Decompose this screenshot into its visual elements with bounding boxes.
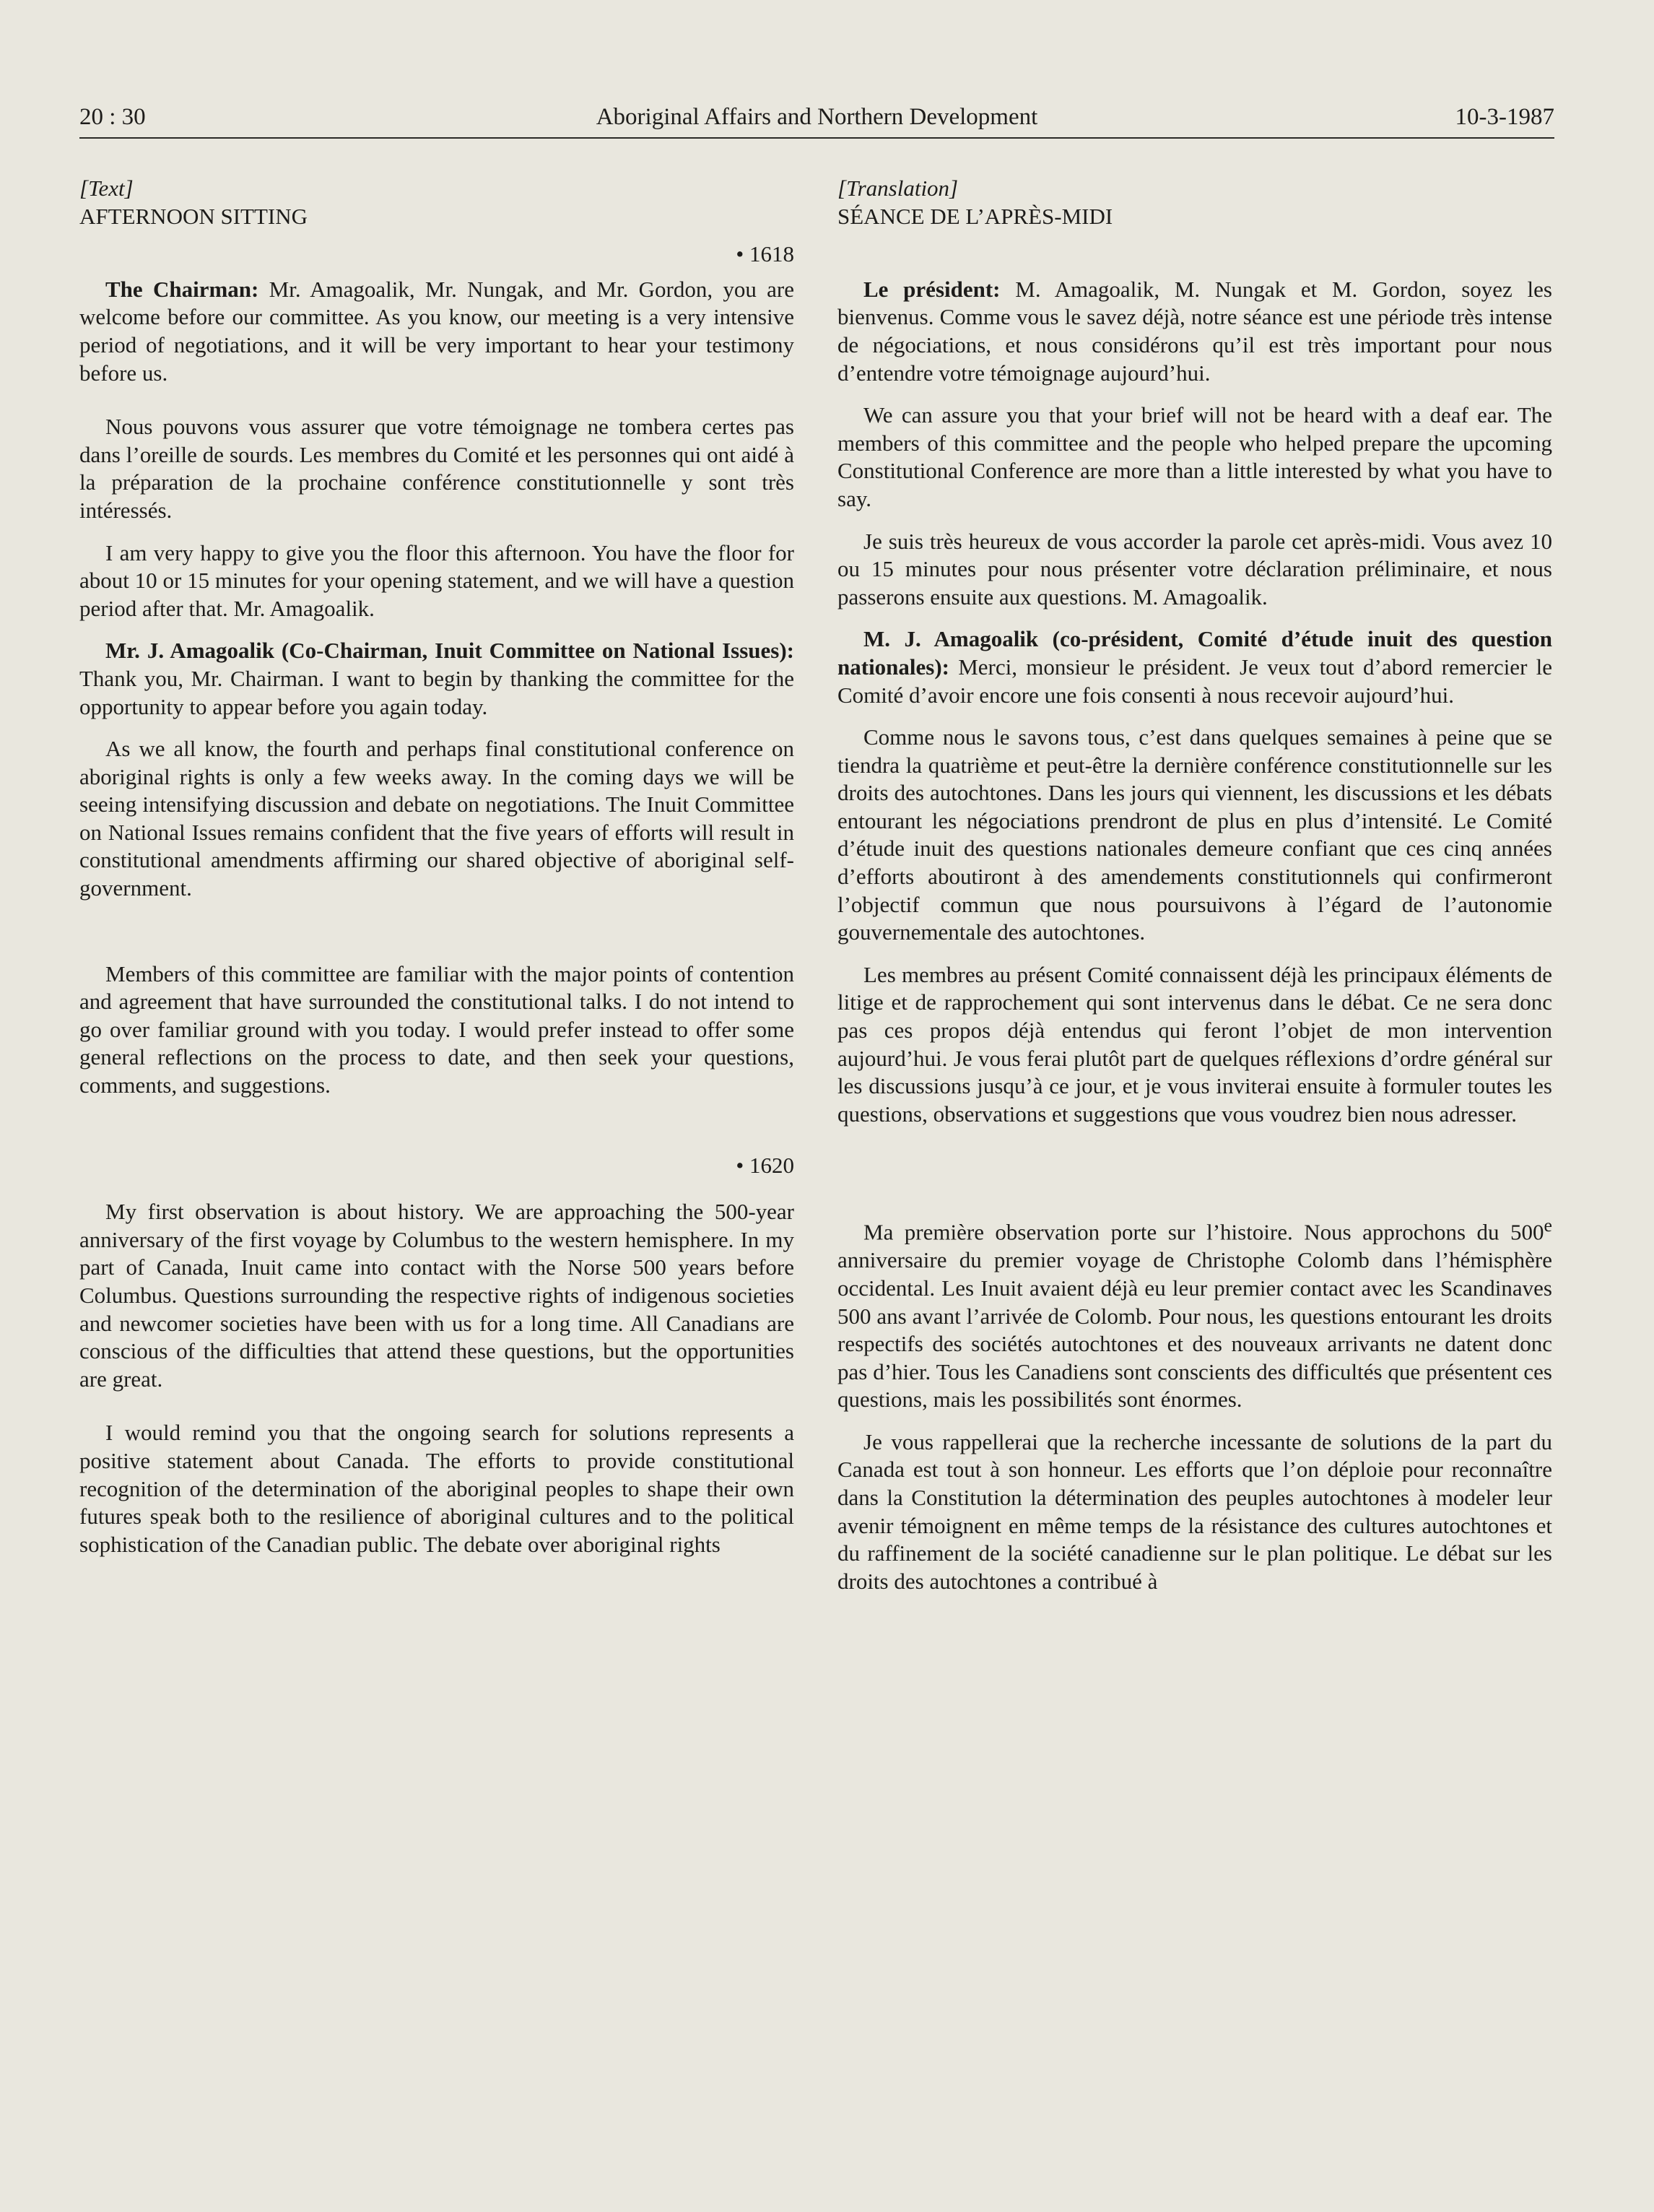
paragraph: Les membres au présent Comité connaissent déjà les principaux éléments de litige et de rapprochement qui sont intervenus dans le débat. Ce ne sera donc pas ces propos déjà entendus qui feront l’objet de mon intervention aujourd’hui. Je vous ferai plutôt part de quelques réflexions d’ordre général sur les discussions jusqu’à ce jour, et je vous inviterai ensuite à formuler toutes les questions, observations et suggestions que vous voudrez bien nous adresser. [837,961,1552,1127]
paragraph: Je vous rappellerai que la recherche incessante de solutions de la part du Canada est tout à son honneur. Les efforts que l’on déploie pour reconnaître dans la Constitution la détermination des peuples autochtones à modeler leur avenir témoignent en même temps de la résistance des cultures autochtones et du raffinement de la société canadienne sur le plan politique. Le débat sur les droits des autochtones a contribué à [837,1428,1552,1594]
speaker-name: M. J. Amagoalik (co-président, Comité d’étude inuit des question nationales): [837,626,1552,680]
running-header [79,101,1554,133]
speech-text: Thank you, Mr. Chairman. I want to begin by thanking the committee for the opportunity to appear before you again today. [79,665,794,719]
header-rule [79,137,1554,139]
paragraph: I am very happy to give you the floor this afternoon. You have the floor for about 10 or 15 minutes for your opening statement, and we will have a question period after that. Mr. Amagoalik. [79,539,794,621]
paragraph [79,276,794,387]
speech-text: Mr. Amagoalik, Mr. Nungak, and Mr. Gordon, you are welcome before our committee. As you know, our meeting is a very intensive period of negotiations, and it will be very important to hear your testimony before us. [79,276,794,386]
ordinal-superscript: e [1544,1215,1552,1236]
paragraph: Comme nous le savons tous, c’est dans quelques semaines à peine que se tiendra la quatrième et peut-être la dernière conférence constitutionnelle sur les droits des autochtones. Dans les jours qui viennent, les discussions et les débats entourant les négociations prendront de plus en plus d’intensité. Le Comité d’étude inuit des questions nationales demeure confiant que ces cinq années d’efforts aboutiront à des amendements constitutionnels qui confirmeront l’objectif commun que nous poursuivons à l’égard de l’autonomie gouvernementale des autochtones. [837,724,1552,945]
page-number: 20 : 30 [79,104,146,130]
speaker-name: The Chairman: [105,276,259,302]
paragraph [837,1212,1552,1413]
paragraph: As we all know, the fourth and perhaps final constitutional conference on aboriginal rights is only a few weeks away. In the coming days we will be seeing intensifying discussion and debate on negotiations. The Inuit Committee on National Issues remains confident that the five years of efforts will result in constitutional amendments affirming our shared objective of aboriginal self-government. [79,736,794,901]
speech-text: Ma première observation porte sur l’histoire. Nous approchons du 500 [863,1219,1544,1245]
section-heading: AFTERNOON SITTING [79,203,308,229]
time-marker: • 1618 [736,241,794,267]
speech-text: anniversaire du premier voyage de Christophe Colomb dans l’hémisphère occidental. Les Inuit avaient déjà eu leur premier contact avec les Scandinaves 500 ans avant l’arrivée de Colomb. Pour nous, les questions entourant les droits respectifs des sociétés autochtones et des nouveaux arrivants ne datent donc pas d’hier. Tous les Canadiens sont conscients des difficultés que présentent ces questions, mais les possibilités sont énormes. [837,1247,1552,1413]
speaker-name: Le président: [863,276,1001,302]
speaker-name: Mr. J. Amagoalik (Co-Chairman, Inuit Committee on National Issues): [105,638,794,664]
left-column [79,175,794,1573]
sitting-date: 10-3-1987 [1455,104,1554,130]
speech-text: M. Amagoalik, M. Nungak et M. Gordon, soyez les bienvenus. Comme vous le savez déjà, notre séance est une période très intense de négociations, et nous considérons qu’il est très important pour nous d’entendre votre témoignage aujourd’hui. [837,276,1552,386]
paragraph [79,637,794,721]
running-title: Aboriginal Affairs and Northern Development [596,104,1038,130]
paragraph: Members of this committee are familiar with the major points of contention and agreement that have surrounded the constitutional talks. I do not intend to go over familiar ground with you today. I would prefer instead to offer some general reflections on the process to date, and then seek your questions, comments, and suggestions. [79,960,794,1098]
speech-text: Merci, monsieur le président. Je veux tout d’abord remercier le Comité d’avoir encore une fois consenti à nous recevoir aujourd’hui. [837,654,1552,708]
paragraph: Nous pouvons vous assurer que votre témoignage ne tombera certes pas dans l’oreille de sourds. Les membres du Comité et les personnes qui ont aidé à la préparation de la prochaine conférence constitutionnelle y sont très intéressés. [79,414,794,523]
section-heading: SÉANCE DE L’APRÈS-MIDI [837,203,1113,229]
time-marker: • 1620 [736,1152,794,1178]
paragraph: My first observation is about history. We are approaching the 500-year anniversary of the first voyage by Columbus to the western hemisphere. In my part of Canada, Inuit came into contact with the Norse 500 years before Columbus. Questions surrounding the respective rights of indigenous societies and newcomer societies have been with us for a long time. All Canadians are conscious of the difficulties that attend these questions, but the opportunities are great. [79,1199,794,1392]
paragraph: I would remind you that the ongoing search for solutions represents a positive statement about Canada. The efforts to provide constitutional recognition of the determination of the aboriginal peoples to shape their own futures speak both to the resilience of aboriginal cultures and to the political sophistication of the Canadian public. The debate over aboriginal rights [79,1420,794,1557]
text-tag: [Text] [79,175,134,201]
paragraph: Je suis très heureux de vous accorder la parole cet après-midi. Vous avez 10 ou 15 minutes pour nous présenter votre déclaration préliminaire, et nous passerons ensuite aux questions. M. Amagoalik. [837,528,1552,610]
paragraph [837,276,1552,387]
paragraph: We can assure you that your brief will not be heard with a deaf ear. The members of this committee and the people who helped prepare the upcoming Constitutional Conference are more than a little interested by what you have to say. [837,402,1552,511]
translation-tag: [Translation] [837,175,959,201]
right-column [837,175,1552,1610]
paragraph [837,625,1552,709]
